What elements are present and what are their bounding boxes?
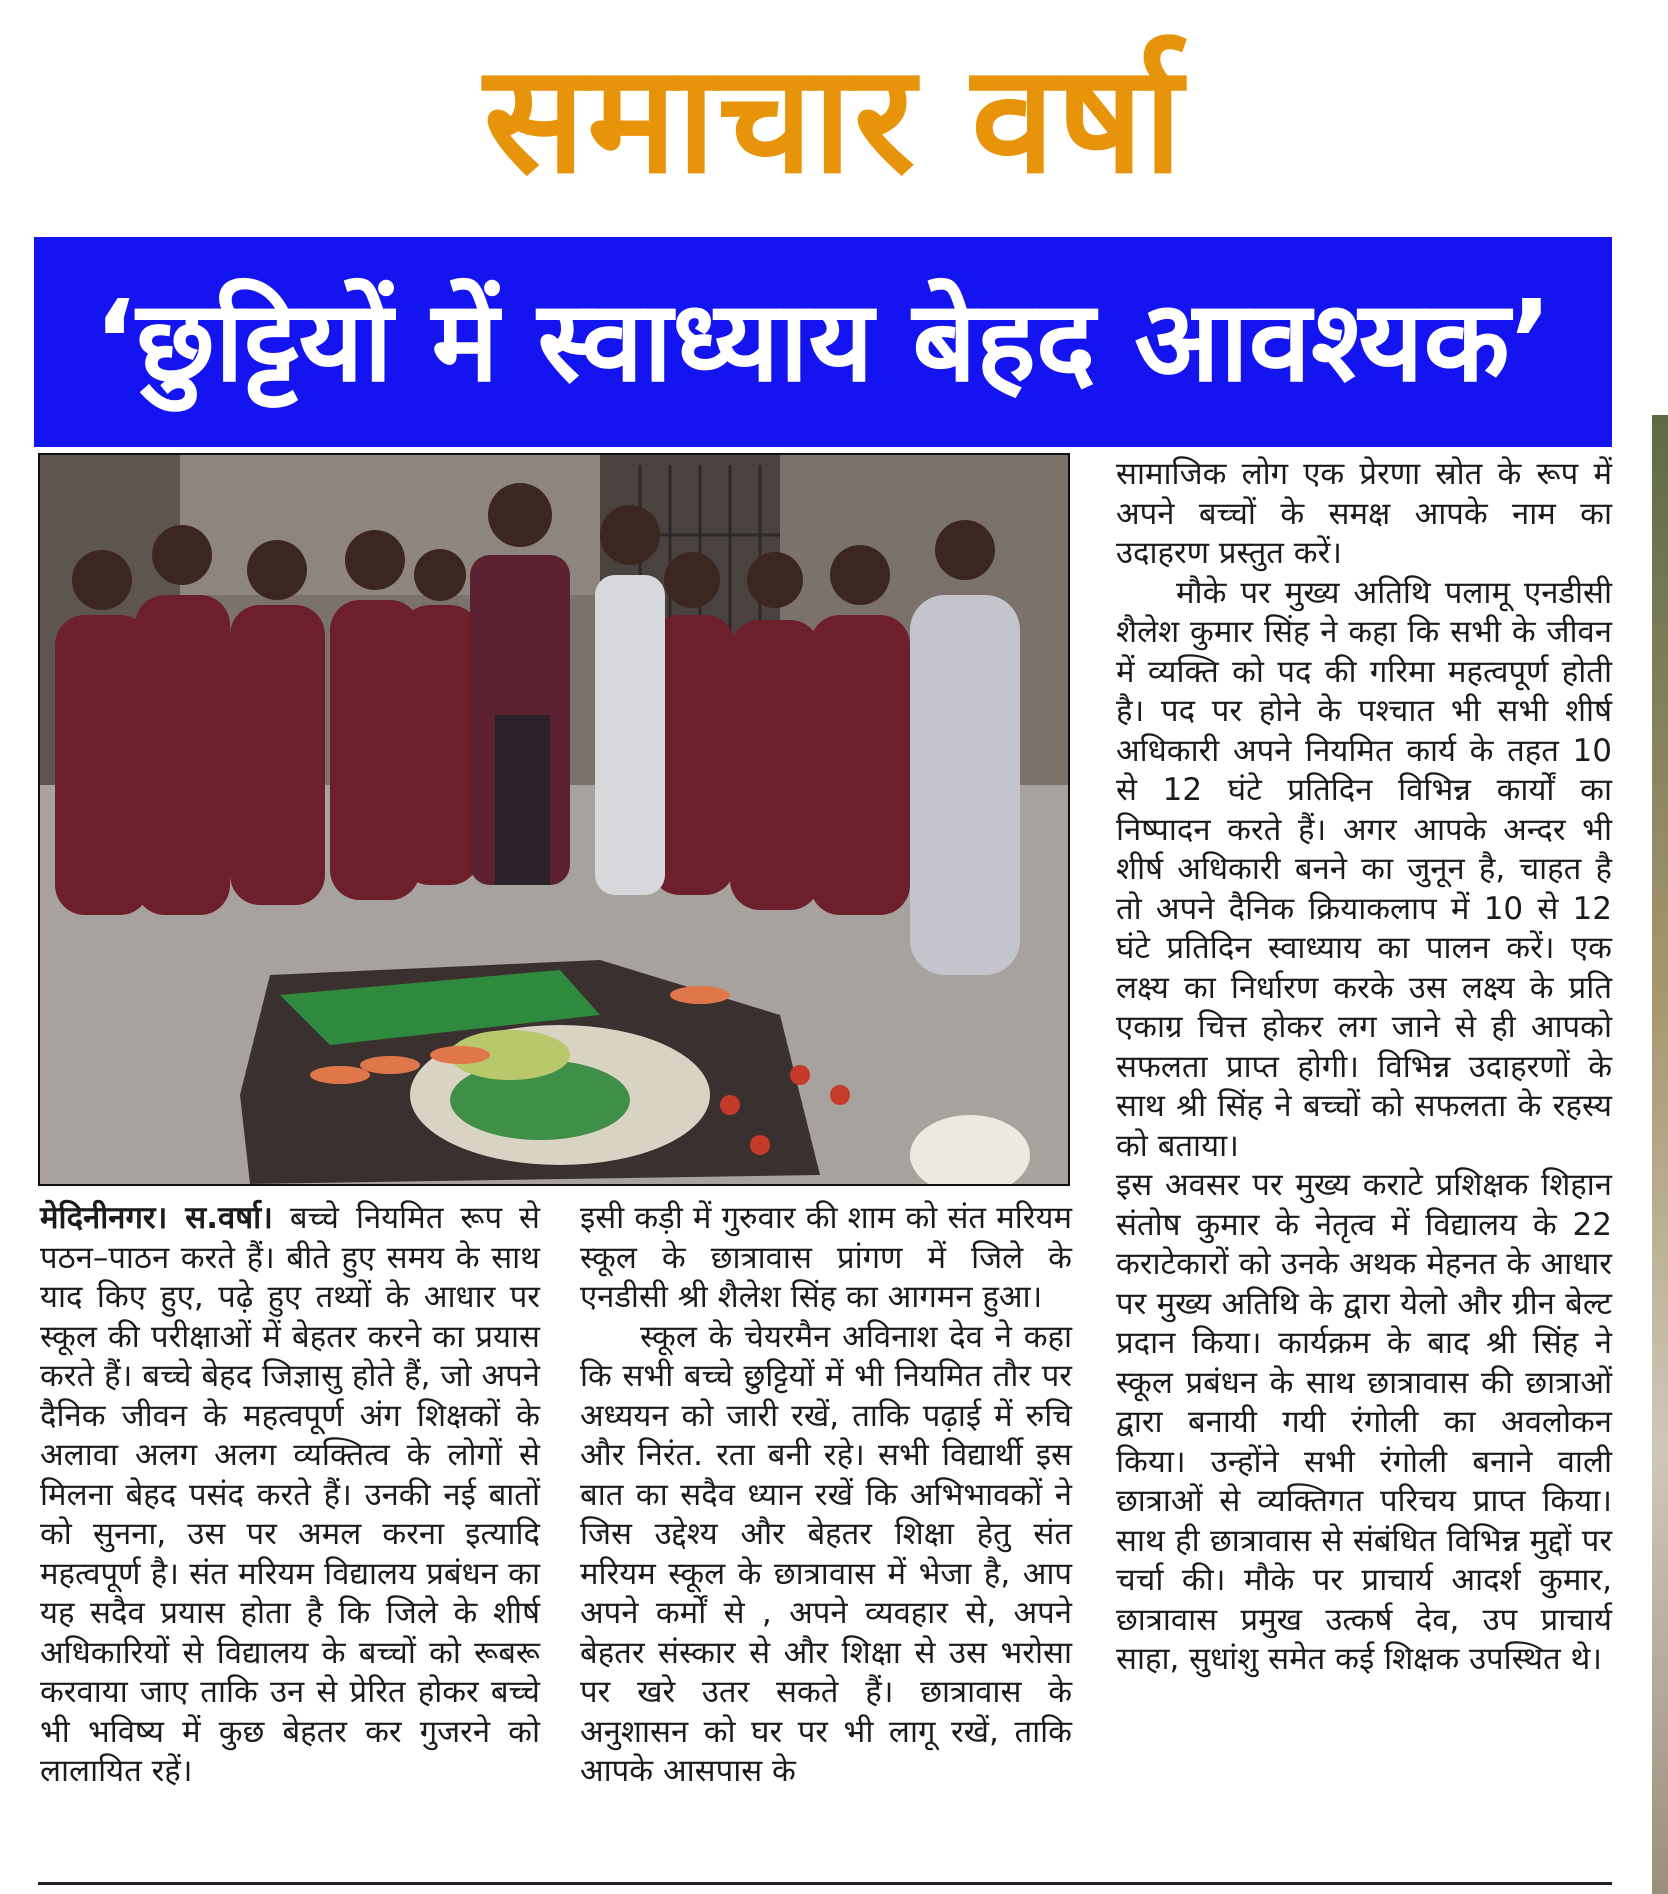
article-column-1 <box>40 1199 540 1792</box>
column-1-paragraph-1: बच्चे नियमित रूप से पठन–पाठन करते हैं। बीते हुए समय के साथ याद किए हुए, पढ़े हुए तथ्यों के आधार पर स्कूल की परीक्षाओं में बेहतर करने का प्रयास करते हैं। बच्चे बेहद जिज्ञासु होते हैं, जो अपने दैनिक जीवन के महत्वपूर्ण अंग शिक्षकों के अलावा अलग अलग व्यक्तित्व के लोगों से मिलना बेहद पसंद करते हैं। उनकी नई बातों को सुनना, उस पर अमल करना इत्यादि महत्वपूर्ण है। संत मरियम विद्यालय प्रबंधन का यह सदैव प्रयास होता है कि जिले के शीर्ष अधिकारियों से विद्यालय के बच्चों को रूबरू करवाया जाए ताकि उन से प्रेरित होकर बच्चे भी भविष्य में कुछ बेहतर कर गुजरने को लालायित रहें। <box>40 1200 540 1789</box>
column-3-paragraph-1: सामाजिक लोग एक प्रेरणा स्रोत के रूप में अपने बच्चों के समक्ष आपके नाम का उदाहरण प्रस्तुत करें। <box>1116 456 1612 571</box>
headline-banner <box>34 237 1612 447</box>
article-column-3 <box>1116 455 1612 1680</box>
column-2-paragraph-2: स्कूल के चेयरमैन अविनाश देव ने कहा कि सभी बच्चे छुट्टियों में भी नियमित तौर पर अध्ययन को जारी रखें, ताकि पढ़ाई में रुचि और निरंत. रता बनी रहे। सभी विद्यार्थी इस बात का सदैव ध्यान रखें कि अभिभावकों ने जिस उद्देश्य और बेहतर शिक्षा हेतु संत मरियम स्कूल के छात्रावास में भेजा है, आप अपने कर्मों से , अपने व्यवहार से, अपने बेहतर संस्कार से और शिक्षा से उस भरोसा पर खरे उतर सकते हैं। छात्रावास के अनुशासन को घर पर भी लागू रखें, ताकि आपके आसपास के <box>580 1318 1072 1789</box>
group-photo-icon <box>40 455 1068 1184</box>
article-dateline: मेदिनीनगर। स.वर्षा। <box>40 1200 273 1236</box>
article-column-2 <box>580 1199 1072 1792</box>
newspaper-masthead: समाचार वर्षा <box>483 33 1185 207</box>
column-3-paragraph-3: इस अवसर पर मुख्य कराटे प्रशिक्षक शिहान संतोष कुमार के नेतृत्व में विद्यालय के 22 कराटेकारों को उनके अथक मेहनत के आधार पर मुख्य अतिथि के द्वारा येलो और ग्रीन बेल्ट प्रदान किया। कार्यक्रम के बाद श्री सिंह ने स्कूल प्रबंधन के साथ छात्रावास की छात्राओं द्वारा बनायी गयी रंगोली का अवलोकन किया। उन्होंने सभी रंगोली बनाने वाली छात्राओं से व्यक्तिगत परिचय प्राप्त किया। साथ ही छात्रावास से संबंधित विभिन्न मुद्दों पर चर्चा की। मौके पर प्राचार्य आदर्श कुमार, छात्रावास प्रमुख उत्कर्ष देव, उप प्राचार्य साहा, सुधांशु समेत कई शिक्षक उपस्थित थे। <box>1116 1167 1612 1677</box>
news-photo <box>38 453 1070 1186</box>
bottom-divider <box>38 1882 1612 1885</box>
headline-text: ‘छुट्टियों में स्वाध्याय बेहद आवश्यक’ <box>93 277 1553 407</box>
column-3-paragraph-2: मौके पर मुख्य अतिथि पलामू एनडीसी शैलेश कुमार सिंह ने कहा कि सभी के जीवन में व्यक्ति को पद की गरिमा महत्वपूर्ण होती है। पद पर होने के पश्चात भी सभी शीर्ष अधिकारी अपने नियमित कार्य के तहत 10 से 12 घंटे प्रतिदिन विभिन्न कार्यों का निष्पादन करते हैं। अगर आपके अन्दर भी शीर्ष अधिकारी बनने का जुनून है, चाहत है तो अपने दैनिक क्रियाकलाप में 10 से 12 घंटे प्रतिदिन स्वाध्याय का पालन करें। एक लक्ष्य का निर्धारण करके उस लक्ष्य के प्रति एकाग्र चित्त होकर लग जाने से ही आपको सफलता प्राप्त होगी। विभिन्न उदाहरणों के साथ श्री सिंह ने बच्चों को सफलता के रहस्य को बताया। <box>1116 574 1612 1164</box>
adjacent-page-edge <box>1652 415 1668 1894</box>
column-2-paragraph-1: इसी कड़ी में गुरुवार की शाम को संत मरियम स्कूल के छात्रावास प्रांगण में जिले के एनडीसी श्री शैलेश सिंह का आगमन हुआ। <box>580 1200 1072 1315</box>
